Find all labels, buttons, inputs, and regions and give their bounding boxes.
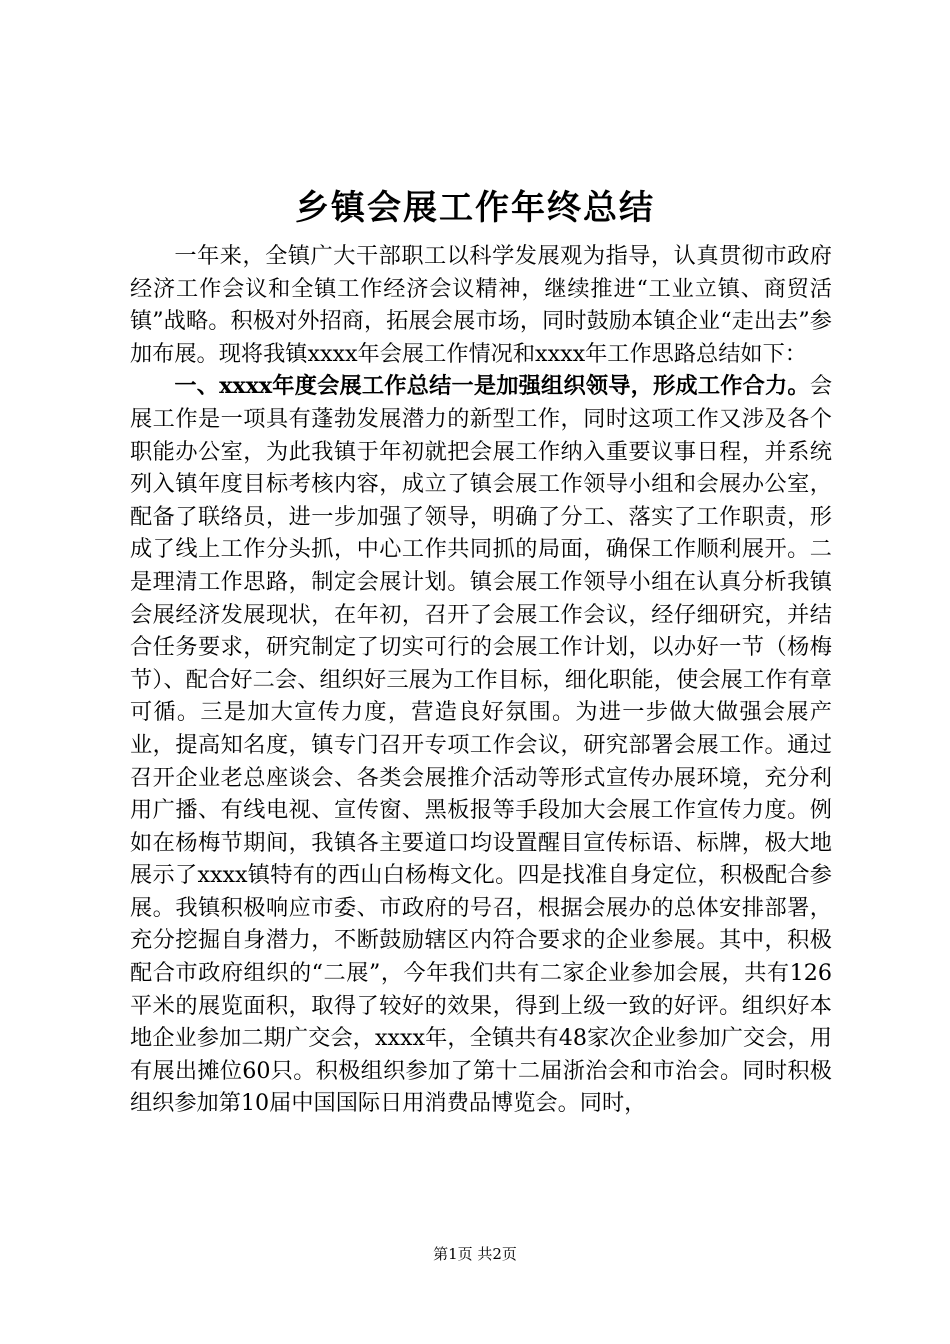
document-title: 乡镇会展工作年终总结 [295, 188, 655, 228]
page-footer: 第1页 共2页 [433, 1245, 517, 1263]
section1-body: 会展工作是一项具有蓬勃发展潜力的新型工作，同时这项工作又涉及各个职能办公室，为此我镇于年初就把会展工作纳入重要议事日程，并系统列入镇年度目标考核内容，成立了镇会展工作领导小组和会展办公室，配备了联络员，进一步加强了领导，明确了分工、落实了工作职责，形成了线上工作分头抓，中心工作共同抓的局面，确保工作顺利展开。二是理清工作思路，制定会展计划。镇会展工作领导小组在认真分析我镇会展经济发展现状，在年初，召开了会展工作会议，经仔细研究，并结合任务要求，研究制定了切实可行的会展工作计划，以办好一节（杨梅节）、配合好二会、组织好三展为工作目标，细化职能，使会展工作有章可循。三是加大宣传力度，营造良好氛围。为进一步做大做强会展产业，提高知名度，镇专门召开专项工作会议，研究部署会展工作。通过召开企业老总座谈会、各类会展推介活动等形式宣传办展环境，充分利用广播、有线电视、宣传窗、黑板报等手段加大会展工作宣传力度。例如在杨梅节期间，我镇各主要道口均设置醒目宣传标语、标牌，极大地展示了xxxx镇特有的西山白杨梅文化。四是找准自身定位，积极配合参展。我镇积极响应市委、市政府的号召，根据会展办的总体安排部署，充分挖掘自身潜力，不断鼓励辖区内符合要求的企业参展。其中，积极配合市政府组织的“二展”，今年我们共有二家企业参加会展，共有126平米的展览面积，取得了较好的效果，得到上级一致的好评。组织好本地企业参加二期广交会，xxxx年，全镇共有48家次企业参加广交会，用有展出摊位60只。积极组织参加了第十二届浙治会和市治会。同时积极组织参加第10届中国国际日用消费品博览会。同时， [130, 373, 832, 1117]
section1-paragraph [130, 370, 832, 1120]
document-body [130, 240, 832, 1120]
intro-paragraph: 一年来，全镇广大干部职工以科学发展观为指导，认真贯彻市政府经济工作会议和全镇工作经济会议精神，继续推进“工业立镇、商贸活镇”战略。积极对外招商，拓展会展市场，同时鼓励本镇企业“走出去”参加布展。现将我镇xxxx年会展工作情况和xxxx年工作思路总结如下： [130, 243, 832, 367]
section1-heading: 一、xxxx年度会展工作总结一是加强组织领导，形成工作合力。 [174, 373, 810, 400]
